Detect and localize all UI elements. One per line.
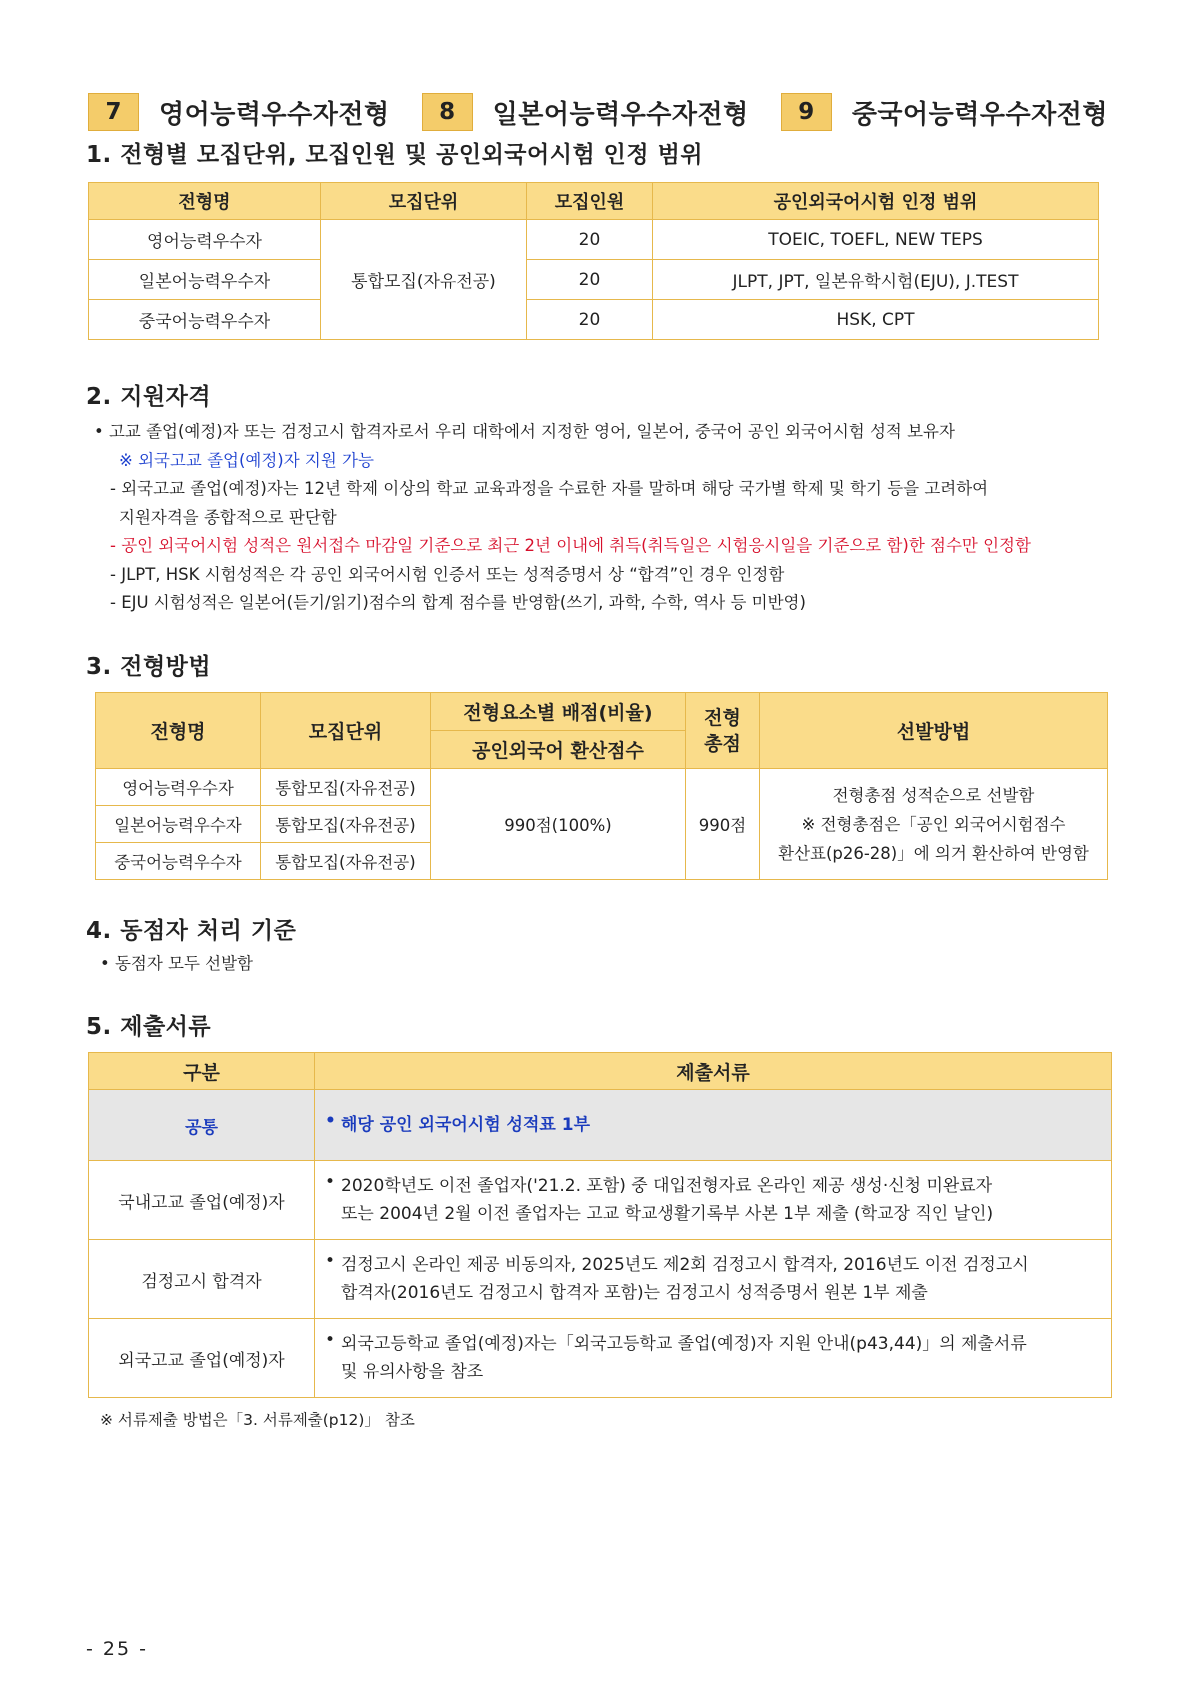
- table-row: [89, 260, 1099, 300]
- bullet-dot: •: [94, 422, 109, 441]
- list-item: • 고교 졸업(예정)자 또는 검정고시 합격자로서 우리 대학에서 지정한 영어, 일본어, 중국어 공인 외국어시험 성적 보유자: [94, 422, 955, 441]
- foreign-note: ※ 외국고교 졸업(예정)자 지원 가능: [119, 450, 374, 470]
- section-heading: 1. 전형별 모집단위, 모집인원 및 공인외국어시험 인정 범위: [86, 142, 704, 168]
- count-cell: 20: [527, 220, 653, 260]
- column-header: 공인외국어시험 인정 범위: [653, 183, 1099, 220]
- column-header: 전형 총점: [686, 693, 760, 769]
- list-item: - JLPT, HSK 시험성적은 각 공인 외국어시험 인증서 또는 성적증명서 상 “합격”인 경우 인정함: [110, 564, 785, 584]
- column-header: 모집단위: [321, 183, 527, 220]
- table-row: [89, 300, 1099, 340]
- column-header: 전형명: [89, 183, 321, 220]
- type-name-cell: 영어능력우수자: [96, 769, 261, 806]
- tests-cell: JLPT, JPT, 일본유학시험(EJU), J.TEST: [653, 260, 1099, 300]
- column-header: 구분: [89, 1053, 315, 1090]
- type-title: 영어능력우수자전형: [159, 99, 390, 130]
- table-row: [89, 1240, 1112, 1319]
- recruitment-table: [88, 182, 1099, 340]
- column-header: 모집인원: [527, 183, 653, 220]
- documents-cell: • 2020학년도 이전 졸업자('21.2. 포함) 중 대입전형자료 온라인 제공 생성·신청 미완료자 또는 2004년 2월 이전 졸업자는 고교 학교생활기록부 사본 1부 제출 (학교장 직인 날인): [315, 1161, 1112, 1240]
- page-number: - 25 -: [86, 1638, 148, 1660]
- unit-cell: 통합모집(자유전공): [321, 220, 527, 340]
- bullet-dot: •: [325, 1330, 336, 1350]
- unit-cell: 통합모집(자유전공): [261, 769, 431, 806]
- category-cell: 검정고시 합격자: [89, 1240, 315, 1319]
- type-name-cell: 영어능력우수자: [89, 220, 321, 260]
- eligibility-list: [94, 418, 1114, 618]
- unit-cell: 통합모집(자유전공): [261, 843, 431, 880]
- table-row: [89, 220, 1099, 260]
- section-heading: 5. 제출서류: [86, 1014, 212, 1040]
- type-number-badge: 8: [422, 93, 473, 131]
- list-item-highlight: - 공인 외국어시험 성적은 원서접수 마감일 기준으로 최근 2년 이내에 취득(취득일은 시험응시일을 기준으로 함)한 점수만 인정함: [110, 536, 1031, 555]
- count-cell: 20: [527, 300, 653, 340]
- documents-cell: • 검정고시 온라인 제공 비동의자, 2025년도 제2회 검정고시 합격자, 2016년도 이전 검정고시 합격자(2016년도 검정고시 합격자 포함)는 검정고시 성적증명서 원본 1부 제출: [315, 1240, 1112, 1319]
- column-header: 모집단위: [261, 693, 431, 769]
- list-item: - 외국고교 졸업(예정)자는 12년 학제 이상의 학교 교육과정을 수료한 자를 말하며 해당 국가별 학제 및 학기 등을 고려하여: [110, 479, 989, 498]
- type-title: 일본어능력우수자전형: [492, 99, 749, 130]
- column-subheader: 공인외국어 환산점수: [431, 731, 686, 769]
- type-name-cell: 중국어능력우수자: [96, 843, 261, 880]
- tests-cell: TOEIC, TOEFL, NEW TEPS: [653, 220, 1099, 260]
- section-heading: 4. 동점자 처리 기준: [86, 918, 297, 944]
- total-cell: 990점: [686, 769, 760, 880]
- list-item-continuation: 지원자격을 종합적으로 판단함: [119, 507, 337, 527]
- documents-cell: • 외국고등학교 졸업(예정)자는「외국고등학교 졸업(예정)자 지원 안내(p43,44)」의 제출서류 및 유의사항을 참조: [315, 1319, 1112, 1398]
- section-heading: 2. 지원자격: [86, 384, 212, 410]
- table-row: [96, 769, 1108, 806]
- column-header: 전형요소별 배점(비율): [431, 693, 686, 731]
- table-row: [89, 1161, 1112, 1240]
- bullet-dot: •: [325, 1172, 336, 1192]
- unit-cell: 통합모집(자유전공): [261, 806, 431, 843]
- selection-method-table: [95, 692, 1108, 880]
- section-heading: 3. 전형방법: [86, 654, 212, 680]
- bullet-dot: •: [325, 1251, 336, 1271]
- type-name-cell: 일본어능력우수자: [89, 260, 321, 300]
- column-header: 제출서류: [315, 1053, 1112, 1090]
- bullet-dot: •: [325, 1111, 336, 1131]
- type-name-cell: 일본어능력우수자: [96, 806, 261, 843]
- bullet-dot: •: [100, 954, 115, 973]
- score-cell: 990점(100%): [431, 769, 686, 880]
- tests-cell: HSK, CPT: [653, 300, 1099, 340]
- documents-table: [88, 1052, 1112, 1398]
- type-number-badge: 7: [88, 93, 139, 131]
- type-name-cell: 중국어능력우수자: [89, 300, 321, 340]
- table-row: [89, 1319, 1112, 1398]
- category-cell: 공통: [89, 1090, 315, 1161]
- category-cell: 외국고교 졸업(예정)자: [89, 1319, 315, 1398]
- type-number-badge: 9: [781, 93, 832, 131]
- column-header: 선발방법: [760, 693, 1108, 769]
- list-item: • 동점자 모두 선발함: [100, 954, 253, 973]
- column-header: 전형명: [96, 693, 261, 769]
- documents-note: ※ 서류제출 방법은「3. 서류제출(p12)」 참조: [100, 1411, 415, 1429]
- method-cell: 전형총점 성적순으로 선발함 ※ 전형총점은「공인 외국어시험점수 환산표(p26-28)」에 의거 환산하여 반영함: [760, 769, 1108, 880]
- count-cell: 20: [527, 260, 653, 300]
- list-item: - EJU 시험성적은 일본어(듣기/읽기)점수의 합계 점수를 반영함(쓰기, 과학, 수학, 역사 등 미반영): [110, 593, 806, 612]
- admission-type-header: [88, 90, 1108, 134]
- documents-cell: • 해당 공인 외국어시험 성적표 1부: [315, 1090, 1112, 1161]
- category-cell: 국내고교 졸업(예정)자: [89, 1161, 315, 1240]
- table-row: [89, 1090, 1112, 1161]
- type-title: 중국어능력우수자전형: [851, 99, 1108, 130]
